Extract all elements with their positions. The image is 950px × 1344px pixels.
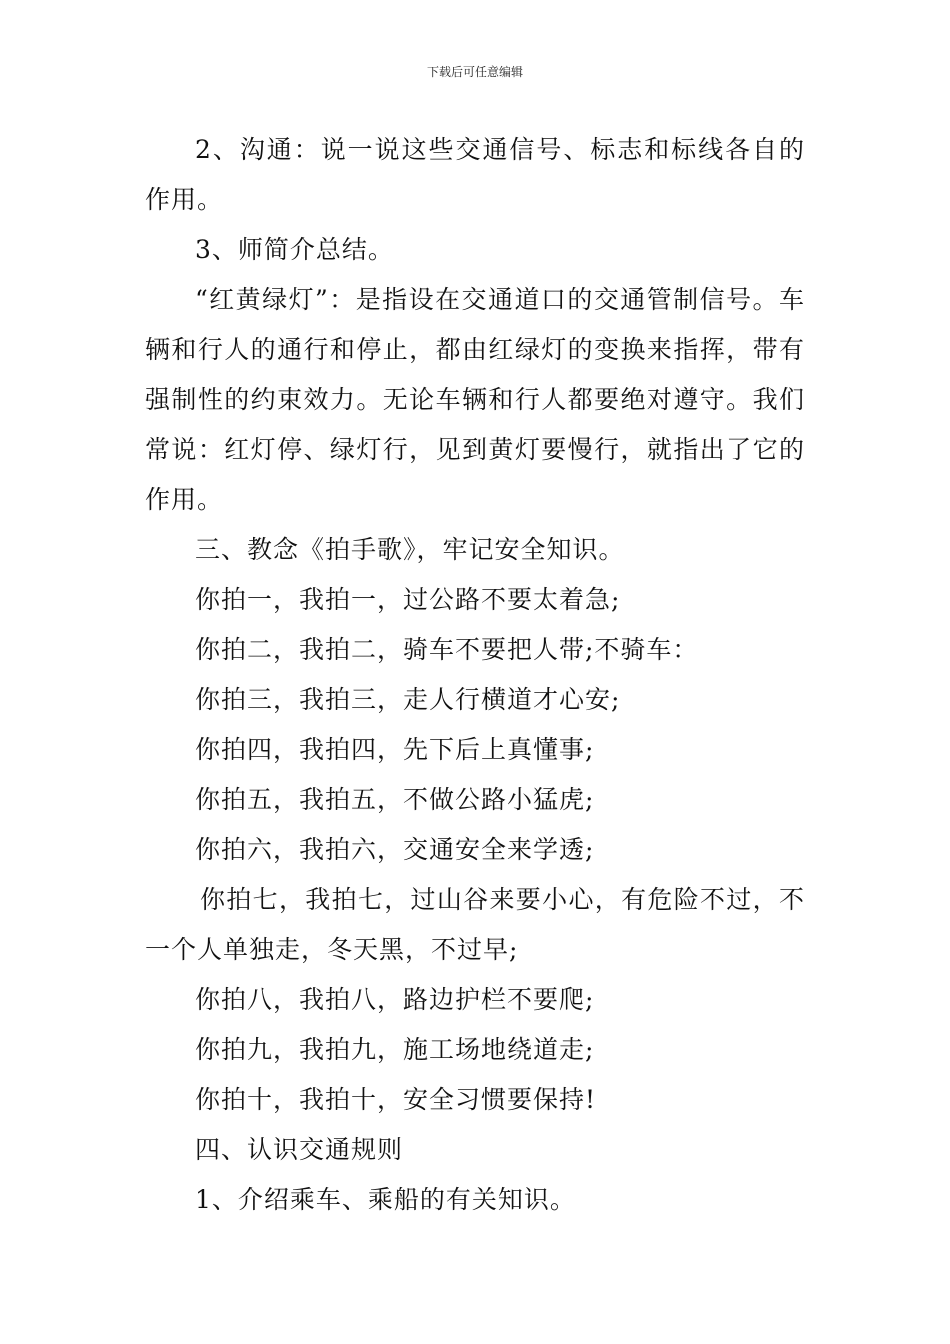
paragraph-communication: 2、沟通：说一说这些交通信号、标志和标线各自的作用。 — [145, 135, 805, 214]
song-line-3: 你拍三，我拍三，走人行横道才心安; — [195, 685, 621, 714]
song-line-8: 你拍八，我拍八，路边护栏不要爬; — [195, 985, 595, 1014]
song-line-6: 你拍六，我拍六，交通安全来学透; — [195, 835, 595, 864]
page-header-note: 下载后可任意编辑 — [426, 65, 523, 79]
song-line-4: 你拍四，我拍四，先下后上真懂事; — [195, 735, 595, 764]
section-heading-traffic-rules: 四、认识交通规则 — [195, 1135, 404, 1164]
paragraph-traffic-lights: “红黄绿灯”：是指设在交通道口的交通管制信号。车辆和行人的通行和停止，都由红绿灯的变换来指挥，带有强制性的约束效力。无论车辆和行人都要绝对遵守。我们常说：红灯停、绿灯行，见到黄灯要慢行，就指出了它的作用。 — [145, 285, 805, 514]
song-line-10: 你拍十，我拍十，安全习惯要保持! — [195, 1085, 597, 1114]
paragraph-riding-knowledge: 1、介绍乘车、乘船的有关知识。 — [195, 1185, 576, 1214]
song-line-2: 你拍二，我拍二，骑车不要把人带;不骑车： — [195, 635, 699, 664]
song-line-7: 你拍七，我拍七，过山谷来要小心，有危险不过，不一个人单独走，冬天黑，不过早; — [145, 885, 805, 964]
paragraph-teacher-summary: 3、师简介总结。 — [195, 235, 394, 264]
song-line-5: 你拍五，我拍五，不做公路小猛虎; — [195, 785, 595, 814]
song-line-1: 你拍一，我拍一，过公路不要太着急; — [195, 585, 621, 614]
song-line-9: 你拍九，我拍九，施工场地绕道走; — [195, 1035, 595, 1064]
section-heading-clapping-song: 三、教念《拍手歌》，牢记安全知识。 — [195, 535, 625, 564]
document-body — [145, 125, 805, 1225]
